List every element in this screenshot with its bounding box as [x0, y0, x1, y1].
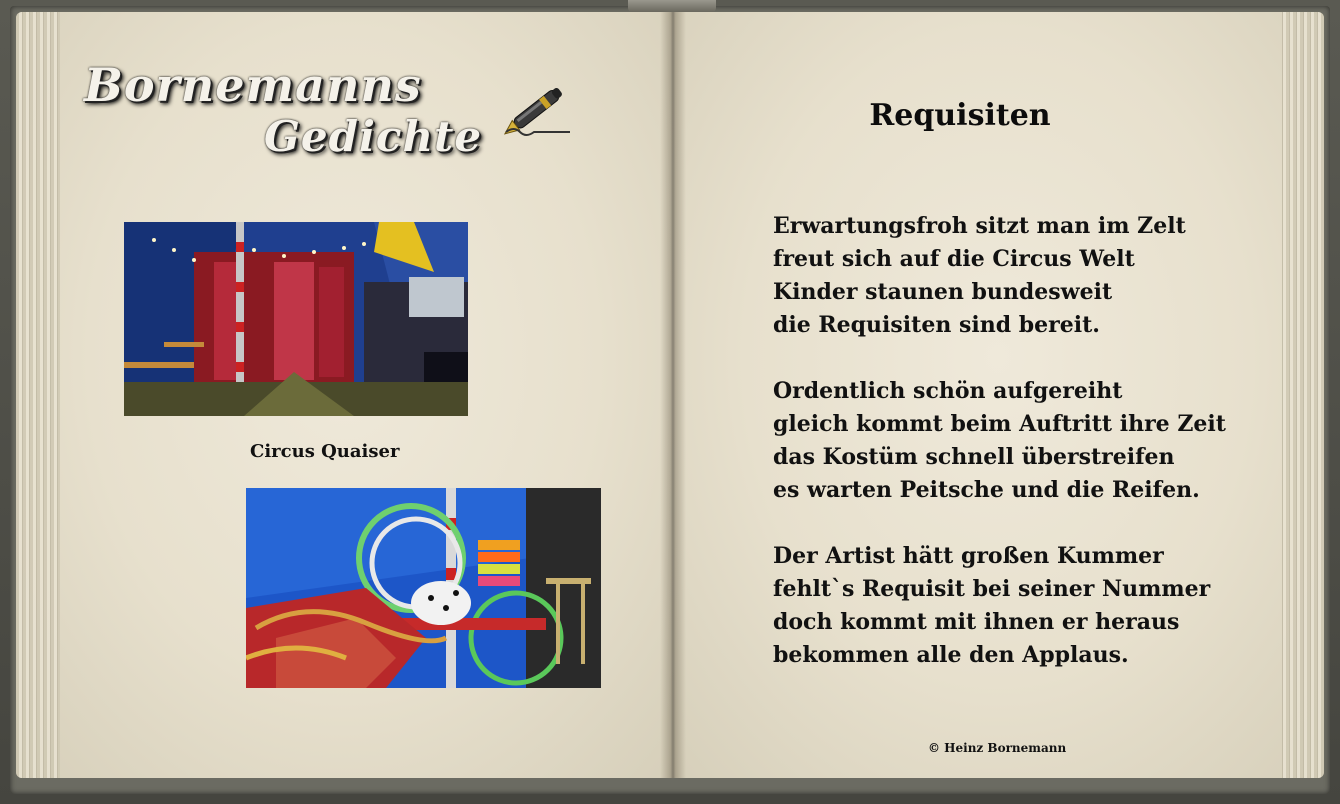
- poem-line: die Requisiten sind bereit.: [773, 312, 1100, 338]
- book-clasp: [628, 0, 716, 12]
- poem-line: Kinder staunen bundesweit: [773, 279, 1113, 305]
- poem-stanza: [773, 375, 1253, 507]
- logo-title-line-1[interactable]: Bornemanns: [84, 58, 422, 112]
- poem-stanza: [773, 540, 1253, 672]
- poem-line: freut sich auf die Circus Welt: [773, 246, 1135, 272]
- left-page-edges: [16, 12, 60, 778]
- poem-stanza: [773, 210, 1253, 342]
- poem-title: Requisiten: [869, 98, 1051, 133]
- book-spine: [660, 12, 686, 778]
- logo-title-line-2[interactable]: Gedichte: [264, 112, 483, 161]
- poem-line: Der Artist hätt großen Kummer: [773, 543, 1164, 569]
- poem-line: das Kostüm schnell überstreifen: [773, 444, 1175, 470]
- poem-line: bekommen alle den Applaus.: [773, 642, 1129, 668]
- poem-line: doch kommt mit ihnen er heraus: [773, 609, 1180, 635]
- poem-body: [773, 210, 1253, 705]
- copyright-notice: © Heinz Bornemann: [928, 741, 1067, 755]
- poem-line: Erwartungsfroh sitzt man im Zelt: [773, 213, 1186, 239]
- poem-line: gleich kommt beim Auftritt ihre Zeit: [773, 411, 1226, 437]
- poem-line: es warten Peitsche und die Reifen.: [773, 477, 1200, 503]
- circus-props-photo: [246, 488, 601, 688]
- photo-caption: Circus Quaiser: [250, 441, 400, 462]
- poem-line: fehlt`s Requisit bei seiner Nummer: [773, 576, 1211, 602]
- circus-tent-photo: [124, 222, 468, 416]
- poem-line: Ordentlich schön aufgereiht: [773, 378, 1123, 404]
- right-page-edges: [1282, 12, 1324, 778]
- fountain-pen-icon: [500, 76, 576, 140]
